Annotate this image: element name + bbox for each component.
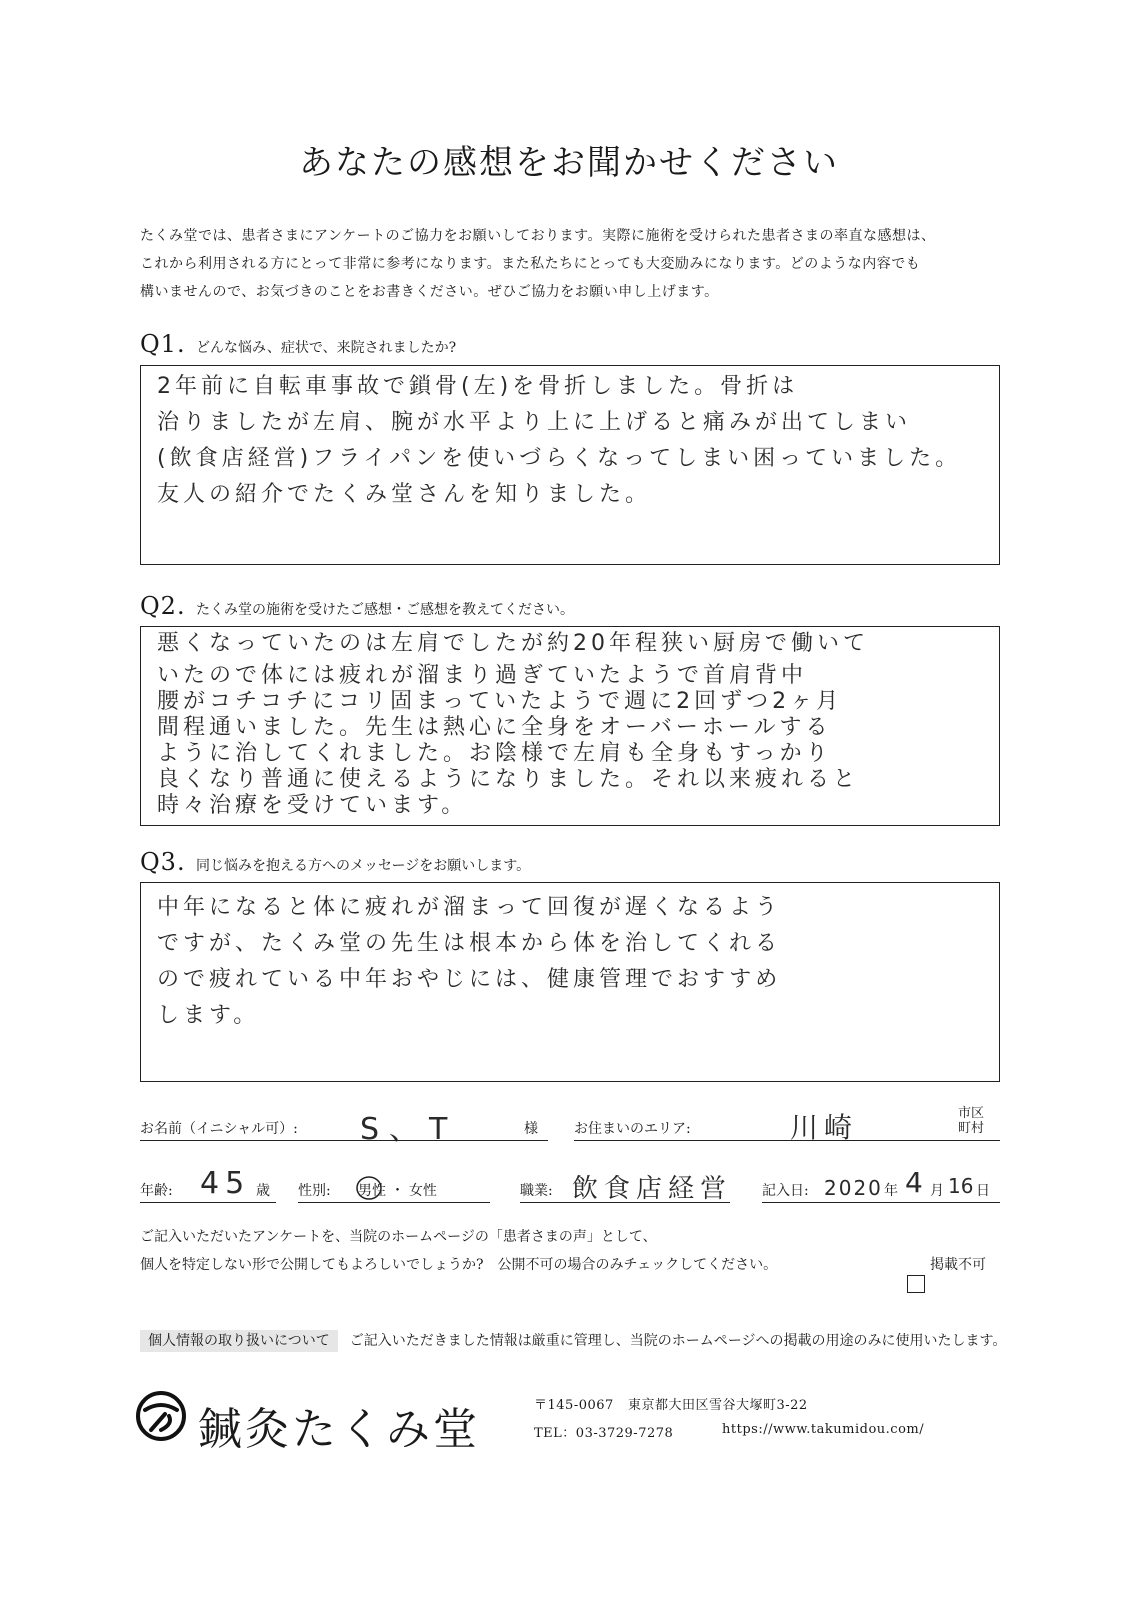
day-unit: 日 — [976, 1183, 990, 1199]
telephone: TEL：03-3729-7278 — [534, 1426, 674, 1441]
q3-answer-line: します。 — [157, 1003, 260, 1028]
no-publish-label: 掲載不可 — [930, 1257, 986, 1273]
consent-line: ご記入いただいたアンケートを、当院のホームページの「患者さまの声」として、 — [140, 1229, 657, 1245]
name-underline — [140, 1140, 548, 1141]
q2-answer-line: 間程通いました。先生は熱心に全身をオーバーホールする — [157, 715, 832, 740]
privacy-text: ご記入いただきました情報は厳重に管理し、当院のホームページへの掲載の用途のみに使用いたします。 — [349, 1333, 1007, 1349]
q1-answer-line: 2年前に自転車事故で鎖骨(左)を骨折しました。骨折は — [157, 374, 799, 399]
date-month[interactable]: 4 — [905, 1166, 923, 1199]
website-url[interactable]: https://www.takumidou.com/ — [722, 1422, 925, 1437]
q2-answer-line: 良くなり普通に使えるようになりました。それ以来疲れると — [157, 767, 860, 792]
area-suffix — [956, 1106, 986, 1136]
q3-number: Q3. — [140, 848, 186, 876]
gender-options[interactable]: 男性 ・ 女性 — [358, 1183, 437, 1199]
q1-answer-line: 治りましたが左肩、腕が水平より上に上げると痛みが出てしまい — [157, 410, 912, 435]
clinic-name: 鍼灸たくみ堂 — [198, 1404, 480, 1455]
age-label: 年齢: — [140, 1183, 173, 1199]
q2-answer-line: ように治してくれました。お陰様で左肩も全身もすっかり — [157, 741, 832, 766]
q2-text: たくみ堂の施術を受けたご感想・ご感想を教えてください。 — [196, 602, 575, 618]
date-label: 記入日: — [762, 1183, 809, 1199]
q2-number: Q2. — [140, 592, 186, 620]
q1-text: どんな悩み、症状で、来院されましたか? — [196, 340, 457, 356]
job-value[interactable]: 飲食店経営 — [572, 1174, 733, 1204]
honorific: 様 — [524, 1121, 538, 1137]
date-day[interactable]: 16 — [948, 1174, 974, 1198]
age-underline — [140, 1202, 276, 1203]
q2-answer-line: 時々治療を受けています。 — [157, 793, 468, 818]
year-unit: 年 — [884, 1183, 898, 1199]
no-publish-checkbox[interactable] — [907, 1275, 925, 1293]
q1-label — [140, 330, 456, 358]
intro-line: 構いませんので、お気づきのことをお書きください。ぜひご協力をお願い申し上げます。 — [140, 284, 719, 300]
q1-answer-line: (飲食店経営)フライパンを使いづらくなってしまい困っていました。 — [157, 446, 962, 471]
q3-label — [140, 848, 530, 876]
q3-answer-line: ですが、たくみ堂の先生は根本から体を治してくれる — [157, 931, 782, 956]
takumi-crest-icon — [135, 1390, 187, 1442]
q2-answer-line: 腰がコチコチにコリ固まっていたようで週に2回ずつ2ヶ月 — [157, 689, 843, 714]
q2-answer-line: いたので体には疲れが溜まり過ぎていたようで首肩背中 — [157, 663, 808, 688]
privacy-notice — [140, 1330, 1006, 1350]
intro-line: たくみ堂では、患者さまにアンケートのご協力をお願いしております。実際に施術を受けられた患者さまの率直な感想は、 — [140, 228, 936, 244]
area-suffix-top: 市区 — [957, 1106, 984, 1121]
area-underline — [574, 1140, 1000, 1141]
age-unit: 歳 — [256, 1183, 270, 1199]
consent-line: 個人を特定しない形で公開してもよろしいでしょうか? 公開不可の場合のみチェックしてください。 — [140, 1257, 778, 1273]
age-value[interactable]: 45 — [200, 1166, 251, 1201]
privacy-tag: 個人情報の取り扱いについて — [140, 1330, 338, 1352]
area-suffix-bottom: 町村 — [957, 1121, 984, 1136]
area-value[interactable]: 川崎 — [790, 1111, 859, 1144]
intro-line: これから利用される方にとって非常に参考になります。また私たちにとっても大変励みになります。どのような内容でも — [140, 256, 921, 272]
q2-label — [140, 592, 574, 620]
date-underline — [762, 1202, 1000, 1203]
job-underline — [520, 1202, 730, 1203]
q3-answer-line: ので疲れている中年おやじには、健康管理でおすすめ — [157, 967, 782, 992]
area-label: お住まいのエリア: — [574, 1121, 691, 1137]
gender-label: 性別: — [298, 1183, 331, 1199]
date-year[interactable]: 2020 — [824, 1176, 883, 1200]
q3-answer-line: 中年になると体に疲れが溜まって回復が遅くなるよう — [157, 895, 782, 920]
name-value[interactable]: S、T — [360, 1112, 458, 1147]
q1-answer-line: 友人の紹介でたくみ堂さんを知りました。 — [157, 482, 652, 507]
q1-number: Q1. — [140, 330, 186, 358]
month-unit: 月 — [930, 1183, 944, 1199]
q2-answer-line: 悪くなっていたのは左肩でしたが約20年程狭い厨房で働いて — [157, 631, 869, 656]
postal-code: 〒145-0067 — [534, 1398, 614, 1413]
gender-circle-mark — [355, 1174, 383, 1202]
page-title: あなたの感想をお聞かせください — [299, 143, 839, 183]
gender-underline — [298, 1202, 490, 1203]
q3-text: 同じ悩みを抱える方へのメッセージをお願いします。 — [196, 858, 531, 874]
job-label: 職業: — [520, 1183, 553, 1199]
name-label: お名前（イニシャル可）: — [140, 1121, 298, 1137]
q2-answer-box[interactable] — [140, 626, 1000, 826]
q1-answer-box[interactable] — [140, 365, 1000, 565]
intro-paragraph — [140, 222, 1020, 306]
address: 東京都大田区雪谷大塚町3-22 — [628, 1398, 808, 1413]
q3-answer-box[interactable] — [140, 882, 1000, 1082]
